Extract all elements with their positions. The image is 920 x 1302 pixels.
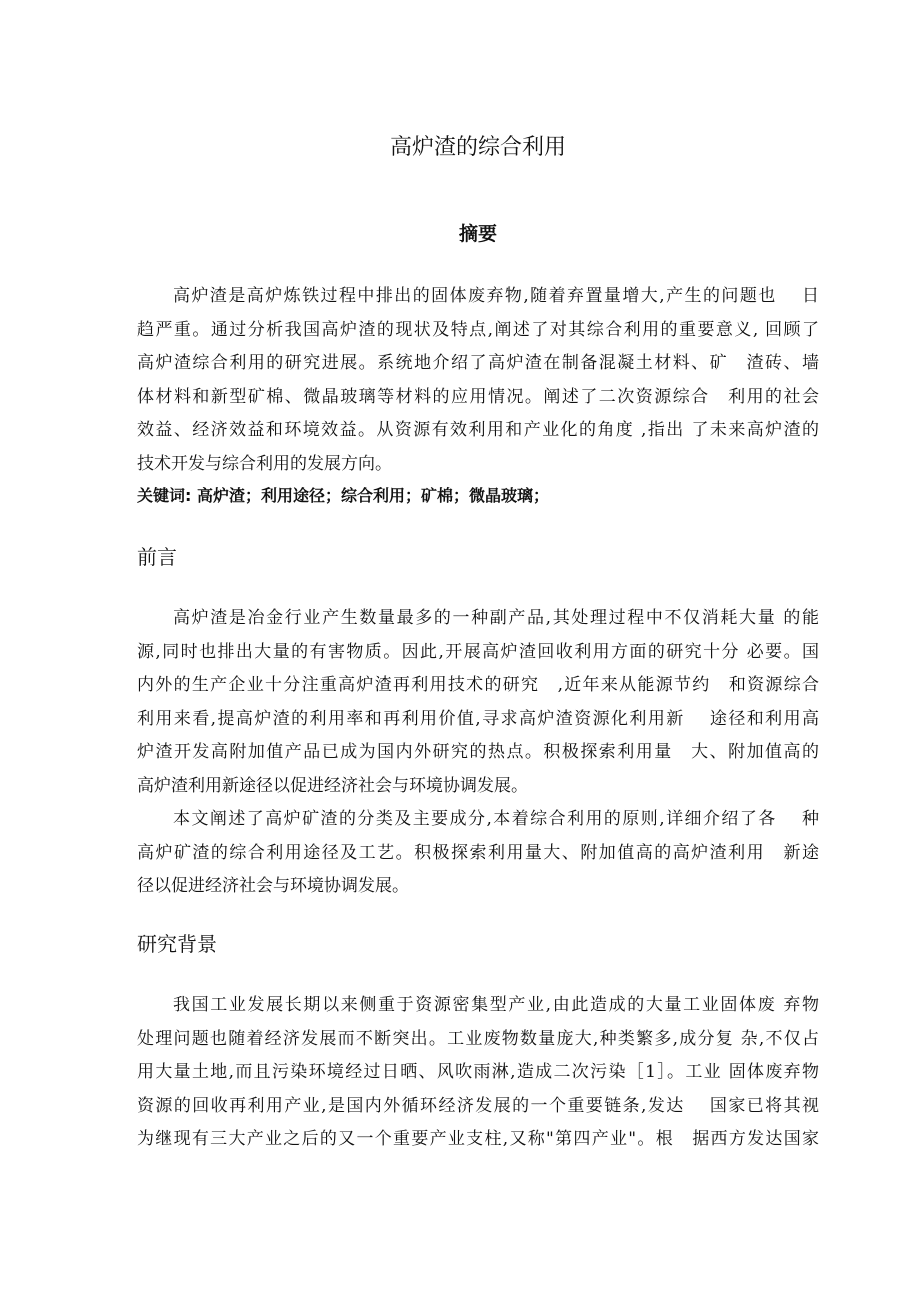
text-line: 我国工业发展长期以来侧重于资源密集型产业,由此造成的大量工业固体废 弃物 (173, 995, 819, 1015)
text-line: 利用来看,提高炉渣的利用率和再利用价值,寻求高炉渣资源化利用新 途径和利用高 (137, 708, 819, 729)
text-line: 高炉渣综合利用的研究进展。系统地介绍了高炉渣在制备混凝土材料、矿 渣砖、墙 (137, 353, 819, 373)
text-line: 资源的回收再利用产业,是国内外循环经济发展的一个重要链条,发达 国家已将其视 (137, 1095, 819, 1116)
text-line: 效益、经济效益和环境效益。从资源有效利用和产业化的角度 ,指出 了未来高炉渣的 (137, 420, 819, 440)
keywords-line: 关键词: 高炉渣；利用途径；综合利用；矿棉；微晶玻璃； (137, 486, 549, 505)
text-line: 高炉矿渣的综合利用途径及工艺。积极探索利用量大、附加值高的高炉渣利用 新途 (137, 842, 819, 863)
document-title: 高炉渣的综合利用 (389, 135, 566, 160)
text-line: 处理问题也随着经济发展而不断突出。工业废物数量庞大,种类繁多,成分复 杂,不仅占 (137, 1028, 819, 1049)
text-line: 趋严重。通过分析我国高炉渣的现状及特点,阐述了对其综合利用的重要意义, 回顾了 (137, 319, 819, 340)
text-line: 本文阐述了高炉矿渣的分类及主要成分,本着综合利用的原则,详细介绍了各 种 (173, 809, 819, 829)
text-line: 体材料和新型矿棉、微晶玻璃等材料的应用情况。阐述了二次资源综合 利用的社会 (137, 386, 819, 407)
text-line: 用大量土地,而且污染环境经过日晒、风吹雨淋,造成二次污染［1］。工业 固体废弃物 (137, 1062, 819, 1082)
abstract-heading: 摘要 (458, 223, 497, 245)
text-line: 为继现有三大产业之后的又一个重要产业支柱,又称"第四产业"。根 据西方发达国家 (137, 1129, 819, 1149)
text-line: 炉渣开发高附加值产品已成为国内外研究的热点。积极探索利用量 大、附加值高的 (137, 742, 819, 762)
section-heading-preface: 前言 (137, 545, 177, 569)
text-line: 内外的生产企业十分注重高炉渣再利用技术的研究 ,近年来从能源节约 和资源综合 (137, 675, 819, 695)
abstract-paragraph (137, 280, 819, 481)
text-line: 高炉渣利用新途径以促进经济社会与环境协调发展。 (137, 775, 528, 796)
text-line: 源,同时也排出大量的有害物质。因此,开展高炉渣回收利用方面的研究十分 必要。国 (137, 641, 819, 662)
text-line: 高炉渣是高炉炼铁过程中排出的固体废弃物,随着弃置量增大,产生的问题也 日 (173, 286, 819, 306)
preface-paragraph-2 (137, 803, 819, 904)
preface-paragraph-1 (137, 602, 819, 803)
background-paragraph-1 (137, 989, 819, 1157)
text-line: 技术开发与综合利用的发展方向。 (137, 453, 392, 474)
text-line: 径以促进经济社会与环境协调发展。 (137, 876, 409, 896)
section-heading-background: 研究背景 (137, 932, 217, 956)
text-line: 高炉渣是冶金行业产生数量最多的一种副产品,其处理过程中不仅消耗大量 的能 (173, 608, 819, 628)
